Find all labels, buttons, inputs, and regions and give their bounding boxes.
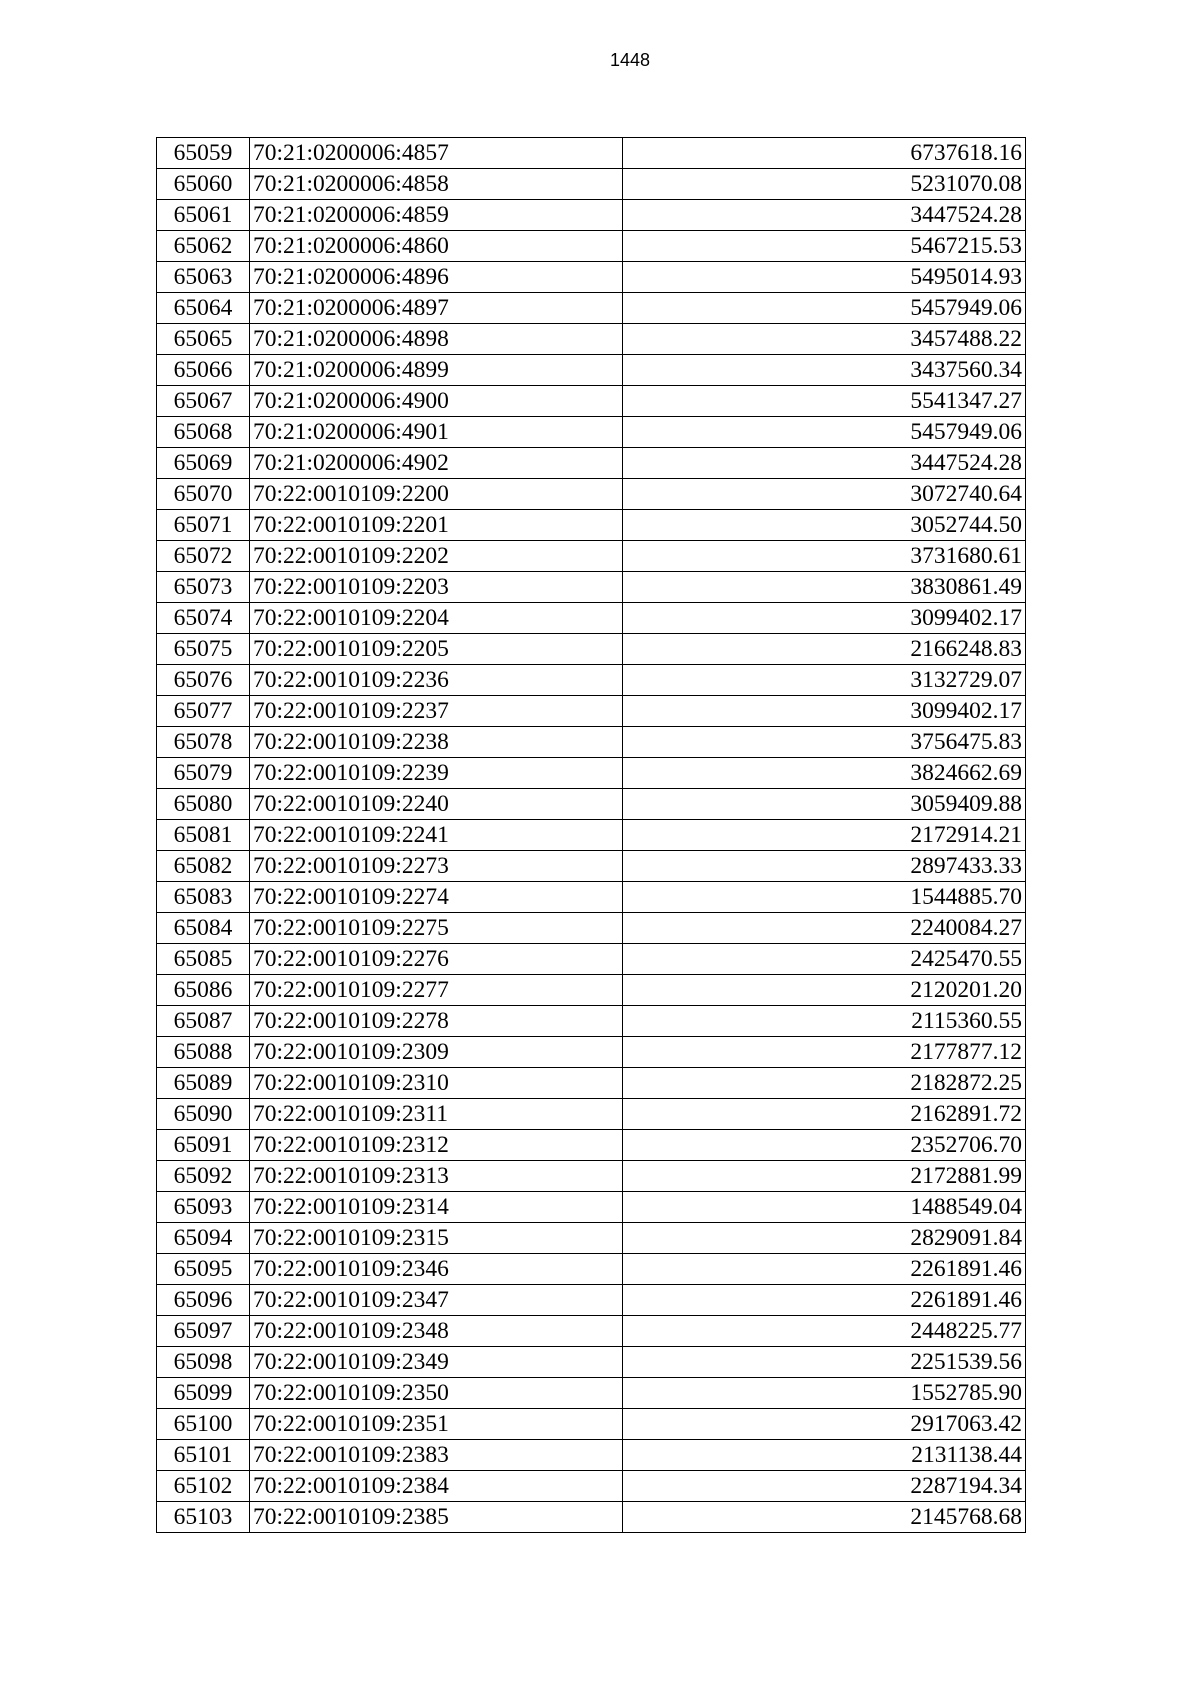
- table-row: [157, 169, 1026, 200]
- cadastral-number: 70:22:0010109:2201: [250, 510, 623, 541]
- cadastral-value: 2166248.83: [623, 634, 1026, 665]
- cadastral-number: 70:22:0010109:2273: [250, 851, 623, 882]
- table-row: [157, 820, 1026, 851]
- row-number: 65100: [157, 1409, 250, 1440]
- table-row: [157, 1161, 1026, 1192]
- row-number: 65059: [157, 138, 250, 169]
- row-number: 65086: [157, 975, 250, 1006]
- cadastral-value: 5457949.06: [623, 417, 1026, 448]
- table-row: [157, 758, 1026, 789]
- table-row: [157, 448, 1026, 479]
- cadastral-value: 3052744.50: [623, 510, 1026, 541]
- row-number: 65103: [157, 1502, 250, 1533]
- table-row: [157, 1223, 1026, 1254]
- row-number: 65062: [157, 231, 250, 262]
- table-row: [157, 1471, 1026, 1502]
- cadastral-number: 70:22:0010109:2274: [250, 882, 623, 913]
- cadastral-value: 3457488.22: [623, 324, 1026, 355]
- cadastral-value: 3824662.69: [623, 758, 1026, 789]
- cadastral-value: 2145768.68: [623, 1502, 1026, 1533]
- table-row: [157, 1502, 1026, 1533]
- table-row: [157, 417, 1026, 448]
- table-row: [157, 231, 1026, 262]
- cadastral-number: 70:22:0010109:2238: [250, 727, 623, 758]
- table-row: [157, 1285, 1026, 1316]
- cadastral-number: 70:22:0010109:2278: [250, 1006, 623, 1037]
- row-number: 65071: [157, 510, 250, 541]
- row-number: 65082: [157, 851, 250, 882]
- row-number: 65064: [157, 293, 250, 324]
- cadastral-number: 70:22:0010109:2311: [250, 1099, 623, 1130]
- cadastral-number: 70:22:0010109:2239: [250, 758, 623, 789]
- cadastral-number: 70:22:0010109:2236: [250, 665, 623, 696]
- cadastral-number: 70:22:0010109:2310: [250, 1068, 623, 1099]
- cadastral-number: 70:22:0010109:2313: [250, 1161, 623, 1192]
- cadastral-value: 3099402.17: [623, 696, 1026, 727]
- cadastral-value: 2251539.56: [623, 1347, 1026, 1378]
- row-number: 65087: [157, 1006, 250, 1037]
- table-body: [157, 138, 1026, 1533]
- table-row: [157, 541, 1026, 572]
- row-number: 65095: [157, 1254, 250, 1285]
- cadastral-value: 2172881.99: [623, 1161, 1026, 1192]
- cadastral-number: 70:21:0200006:4898: [250, 324, 623, 355]
- cadastral-value: 2115360.55: [623, 1006, 1026, 1037]
- row-number: 65101: [157, 1440, 250, 1471]
- table-row: [157, 479, 1026, 510]
- cadastral-value: 2240084.27: [623, 913, 1026, 944]
- cadastral-value: 6737618.16: [623, 138, 1026, 169]
- row-number: 65080: [157, 789, 250, 820]
- table-row: [157, 882, 1026, 913]
- row-number: 65085: [157, 944, 250, 975]
- row-number: 65091: [157, 1130, 250, 1161]
- cadastral-value: 5495014.93: [623, 262, 1026, 293]
- table-row: [157, 1440, 1026, 1471]
- row-number: 65063: [157, 262, 250, 293]
- row-number: 65060: [157, 169, 250, 200]
- table-row: [157, 386, 1026, 417]
- table-row: [157, 293, 1026, 324]
- row-number: 65083: [157, 882, 250, 913]
- table-row: [157, 355, 1026, 386]
- row-number: 65092: [157, 1161, 250, 1192]
- table-row: [157, 603, 1026, 634]
- cadastral-value: 2182872.25: [623, 1068, 1026, 1099]
- row-number: 65096: [157, 1285, 250, 1316]
- row-number: 65072: [157, 541, 250, 572]
- cadastral-number: 70:21:0200006:4858: [250, 169, 623, 200]
- cadastral-value: 3447524.28: [623, 200, 1026, 231]
- row-number: 65079: [157, 758, 250, 789]
- cadastral-value: 2917063.42: [623, 1409, 1026, 1440]
- cadastral-value: 1544885.70: [623, 882, 1026, 913]
- cadastral-value: 3099402.17: [623, 603, 1026, 634]
- cadastral-value: 3447524.28: [623, 448, 1026, 479]
- table-row: [157, 1068, 1026, 1099]
- cadastral-number: 70:22:0010109:2348: [250, 1316, 623, 1347]
- cadastral-number: 70:21:0200006:4897: [250, 293, 623, 324]
- table-row: [157, 1254, 1026, 1285]
- cadastral-number: 70:21:0200006:4860: [250, 231, 623, 262]
- row-number: 65098: [157, 1347, 250, 1378]
- row-number: 65061: [157, 200, 250, 231]
- row-number: 65070: [157, 479, 250, 510]
- table-row: [157, 944, 1026, 975]
- cadastral-number: 70:22:0010109:2276: [250, 944, 623, 975]
- cadastral-value: 2425470.55: [623, 944, 1026, 975]
- table-row: [157, 696, 1026, 727]
- cadastral-value: 3072740.64: [623, 479, 1026, 510]
- cadastral-number: 70:22:0010109:2309: [250, 1037, 623, 1068]
- cadastral-value: 1488549.04: [623, 1192, 1026, 1223]
- cadastral-value: 3132729.07: [623, 665, 1026, 696]
- cadastral-number: 70:21:0200006:4899: [250, 355, 623, 386]
- table-row: [157, 789, 1026, 820]
- row-number: 65066: [157, 355, 250, 386]
- cadastral-value: 2162891.72: [623, 1099, 1026, 1130]
- cadastral-number: 70:22:0010109:2312: [250, 1130, 623, 1161]
- cadastral-number: 70:22:0010109:2240: [250, 789, 623, 820]
- page-number: 1448: [609, 50, 651, 70]
- table-row: [157, 324, 1026, 355]
- table-row: [157, 1409, 1026, 1440]
- cadastral-number: 70:21:0200006:4902: [250, 448, 623, 479]
- row-number: 65093: [157, 1192, 250, 1223]
- table-row: [157, 1099, 1026, 1130]
- row-number: 65067: [157, 386, 250, 417]
- row-number: 65076: [157, 665, 250, 696]
- table-row: [157, 1130, 1026, 1161]
- table-row: [157, 1006, 1026, 1037]
- row-number: 65068: [157, 417, 250, 448]
- cadastral-number: 70:22:0010109:2383: [250, 1440, 623, 1471]
- cadastral-number: 70:22:0010109:2204: [250, 603, 623, 634]
- row-number: 65084: [157, 913, 250, 944]
- table-row: [157, 851, 1026, 882]
- cadastral-value: 3756475.83: [623, 727, 1026, 758]
- row-number: 65088: [157, 1037, 250, 1068]
- cadastral-number: 70:22:0010109:2202: [250, 541, 623, 572]
- table-row: [157, 1378, 1026, 1409]
- table-row: [157, 138, 1026, 169]
- cadastral-value: 2172914.21: [623, 820, 1026, 851]
- cadastral-number: 70:21:0200006:4896: [250, 262, 623, 293]
- table-row: [157, 510, 1026, 541]
- row-number: 65069: [157, 448, 250, 479]
- table-row: [157, 727, 1026, 758]
- row-number: 65102: [157, 1471, 250, 1502]
- cadastral-number: 70:22:0010109:2314: [250, 1192, 623, 1223]
- table-row: [157, 1037, 1026, 1068]
- cadastral-number: 70:21:0200006:4859: [250, 200, 623, 231]
- cadastral-value: 5457949.06: [623, 293, 1026, 324]
- cadastral-number: 70:22:0010109:2205: [250, 634, 623, 665]
- cadastral-number: 70:22:0010109:2351: [250, 1409, 623, 1440]
- cadastral-value-table: [156, 137, 1026, 1533]
- cadastral-number: 70:22:0010109:2241: [250, 820, 623, 851]
- cadastral-number: 70:22:0010109:2237: [250, 696, 623, 727]
- row-number: 65099: [157, 1378, 250, 1409]
- cadastral-value: 5231070.08: [623, 169, 1026, 200]
- row-number: 65094: [157, 1223, 250, 1254]
- cadastral-number: 70:22:0010109:2346: [250, 1254, 623, 1285]
- cadastral-value: 3830861.49: [623, 572, 1026, 603]
- cadastral-value: 2261891.46: [623, 1254, 1026, 1285]
- row-number: 65065: [157, 324, 250, 355]
- cadastral-value: 2261891.46: [623, 1285, 1026, 1316]
- cadastral-value: 2287194.34: [623, 1471, 1026, 1502]
- row-number: 65074: [157, 603, 250, 634]
- table-row: [157, 665, 1026, 696]
- cadastral-value: 2897433.33: [623, 851, 1026, 882]
- row-number: 65078: [157, 727, 250, 758]
- cadastral-number: 70:22:0010109:2277: [250, 975, 623, 1006]
- table-row: [157, 262, 1026, 293]
- cadastral-value: 2448225.77: [623, 1316, 1026, 1347]
- row-number: 65097: [157, 1316, 250, 1347]
- cadastral-number: 70:21:0200006:4901: [250, 417, 623, 448]
- row-number: 65073: [157, 572, 250, 603]
- cadastral-number: 70:21:0200006:4900: [250, 386, 623, 417]
- cadastral-value: 2131138.44: [623, 1440, 1026, 1471]
- row-number: 65090: [157, 1099, 250, 1130]
- cadastral-value: 3437560.34: [623, 355, 1026, 386]
- cadastral-number: 70:22:0010109:2200: [250, 479, 623, 510]
- table-row: [157, 200, 1026, 231]
- cadastral-number: 70:22:0010109:2275: [250, 913, 623, 944]
- table-row: [157, 572, 1026, 603]
- table-row: [157, 1347, 1026, 1378]
- table-row: [157, 634, 1026, 665]
- cadastral-number: 70:21:0200006:4857: [250, 138, 623, 169]
- cadastral-value: 2120201.20: [623, 975, 1026, 1006]
- row-number: 65077: [157, 696, 250, 727]
- cadastral-value: 3059409.88: [623, 789, 1026, 820]
- table-row: [157, 1192, 1026, 1223]
- cadastral-number: 70:22:0010109:2203: [250, 572, 623, 603]
- cadastral-number: 70:22:0010109:2385: [250, 1502, 623, 1533]
- cadastral-number: 70:22:0010109:2349: [250, 1347, 623, 1378]
- cadastral-value: 5541347.27: [623, 386, 1026, 417]
- cadastral-value: 2829091.84: [623, 1223, 1026, 1254]
- row-number: 65075: [157, 634, 250, 665]
- cadastral-value: 2352706.70: [623, 1130, 1026, 1161]
- cadastral-number: 70:22:0010109:2347: [250, 1285, 623, 1316]
- table-row: [157, 975, 1026, 1006]
- cadastral-value: 1552785.90: [623, 1378, 1026, 1409]
- cadastral-number: 70:22:0010109:2315: [250, 1223, 623, 1254]
- row-number: 65081: [157, 820, 250, 851]
- table-row: [157, 913, 1026, 944]
- row-number: 65089: [157, 1068, 250, 1099]
- cadastral-number: 70:22:0010109:2384: [250, 1471, 623, 1502]
- cadastral-value: 2177877.12: [623, 1037, 1026, 1068]
- cadastral-value: 5467215.53: [623, 231, 1026, 262]
- cadastral-value: 3731680.61: [623, 541, 1026, 572]
- table-row: [157, 1316, 1026, 1347]
- cadastral-number: 70:22:0010109:2350: [250, 1378, 623, 1409]
